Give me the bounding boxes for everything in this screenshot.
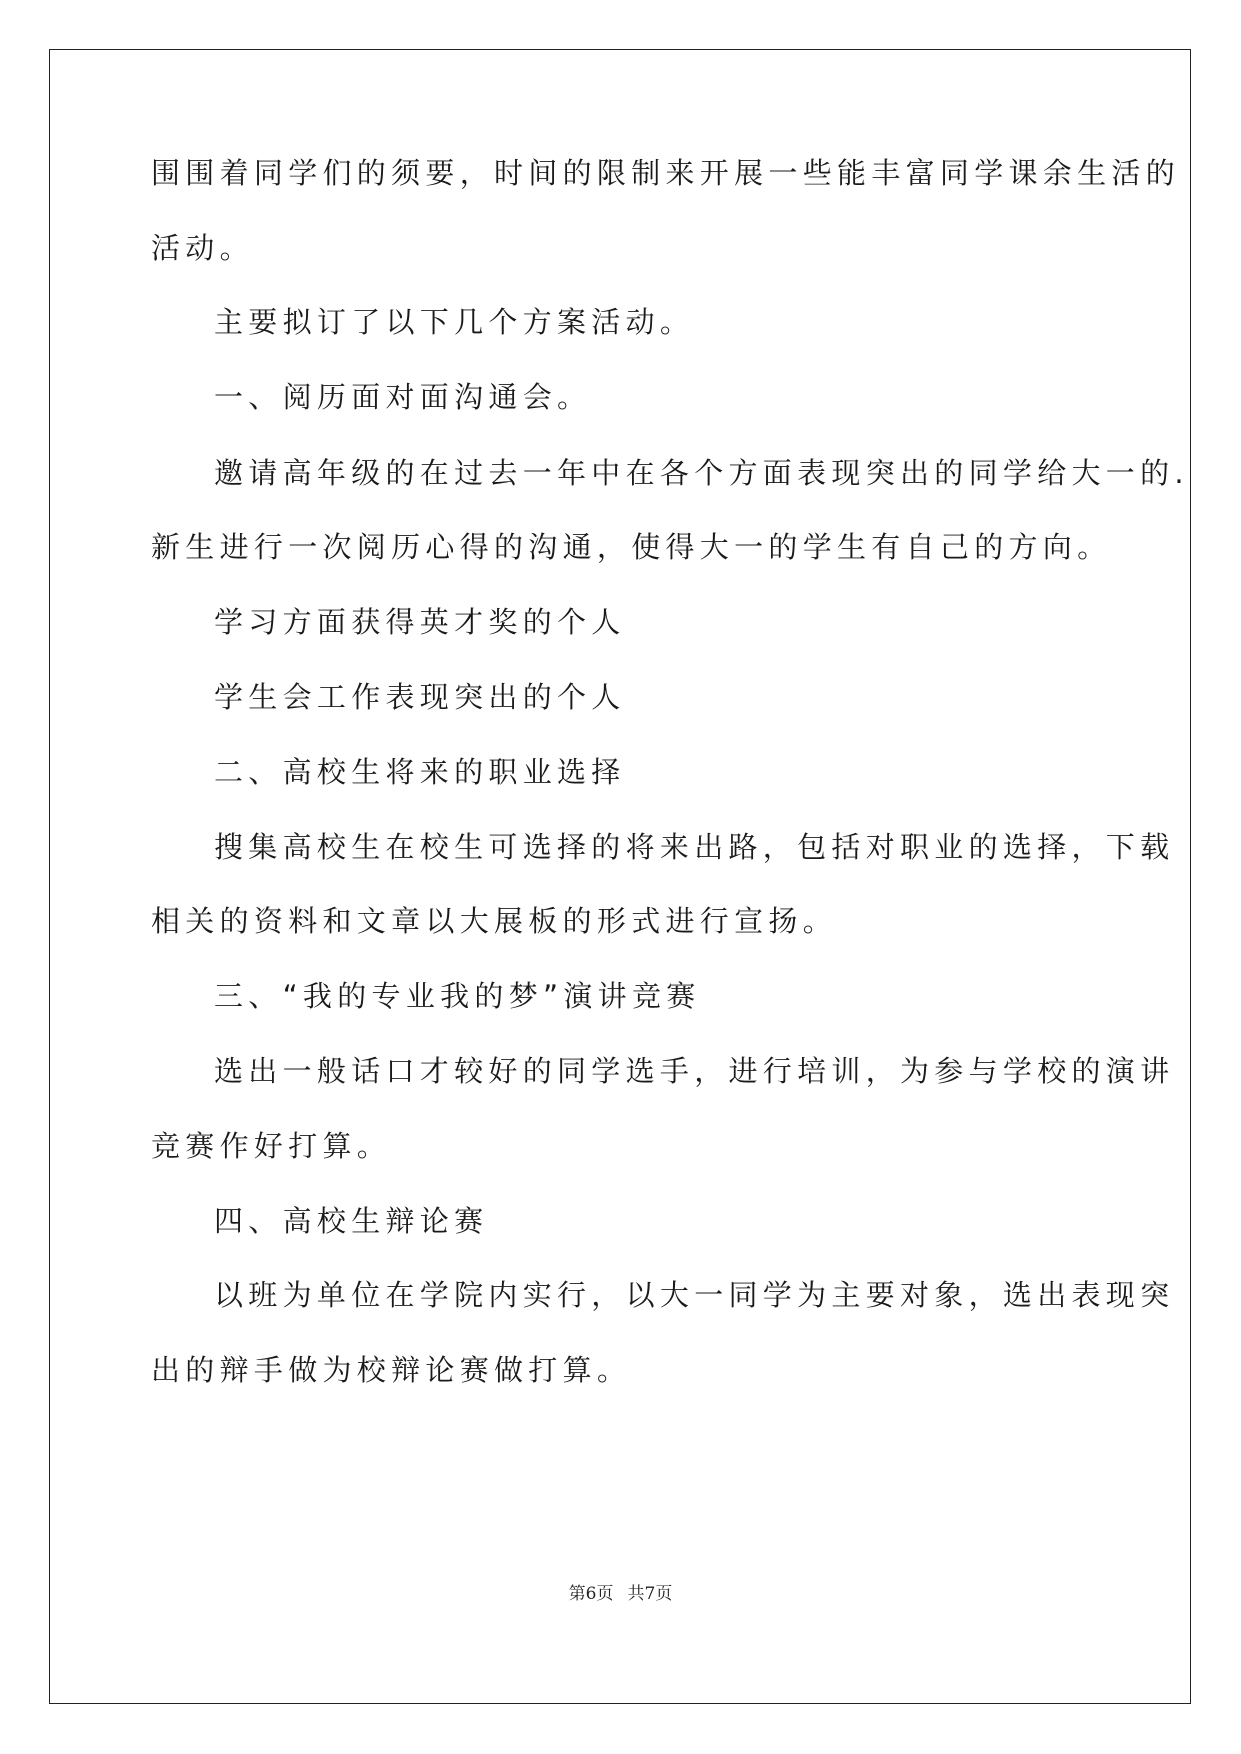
paragraph-line: 活动。 <box>151 231 254 265</box>
section-heading: 三、“我的专业我的梦”演讲竞赛 <box>214 979 701 1013</box>
section-heading: 一、阅历面对面沟通会。 <box>214 380 592 414</box>
paragraph-line: 围围着同学们的须要，时间的限制来开展一些能丰富同学课余生活的 <box>151 156 1181 190</box>
paragraph-line: 以班为单位在学院内实行，以大一同学为主要对象，选出表现突 <box>214 1278 1175 1312</box>
paragraph-line: 相关的资料和文章以大展板的形式进行宣扬。 <box>151 904 838 938</box>
list-item: 学习方面获得英才奖的个人 <box>214 605 626 639</box>
page-border <box>49 49 1191 1704</box>
page-number: 第6页 <box>568 1584 614 1604</box>
list-item: 学生会工作表现突出的个人 <box>214 680 626 714</box>
paragraph-line: 竞赛作好打算。 <box>151 1129 392 1163</box>
page-footer <box>0 1582 1241 1606</box>
paragraph-line: 搜集高校生在校生可选择的将来出路，包括对职业的选择，下载 <box>214 830 1175 864</box>
section-heading: 二、高校生将来的职业选择 <box>214 755 626 789</box>
page-total: 共7页 <box>627 1584 673 1604</box>
section-heading: 四、高校生辩论赛 <box>214 1204 489 1238</box>
paragraph-line: 出的辩手做为校辩论赛做打算。 <box>151 1353 632 1387</box>
paragraph-line: 新生进行一次阅历心得的沟通，使得大一的学生有自己的方向。 <box>151 530 1112 564</box>
paragraph-line: 邀请高年级的在过去一年中在各个方面表现突出的同学给大一的. <box>214 456 1189 490</box>
paragraph-line: 选出一般话口才较好的同学选手，进行培训，为参与学校的演讲 <box>214 1054 1175 1088</box>
paragraph-line: 主要拟订了以下几个方案活动。 <box>214 305 695 339</box>
